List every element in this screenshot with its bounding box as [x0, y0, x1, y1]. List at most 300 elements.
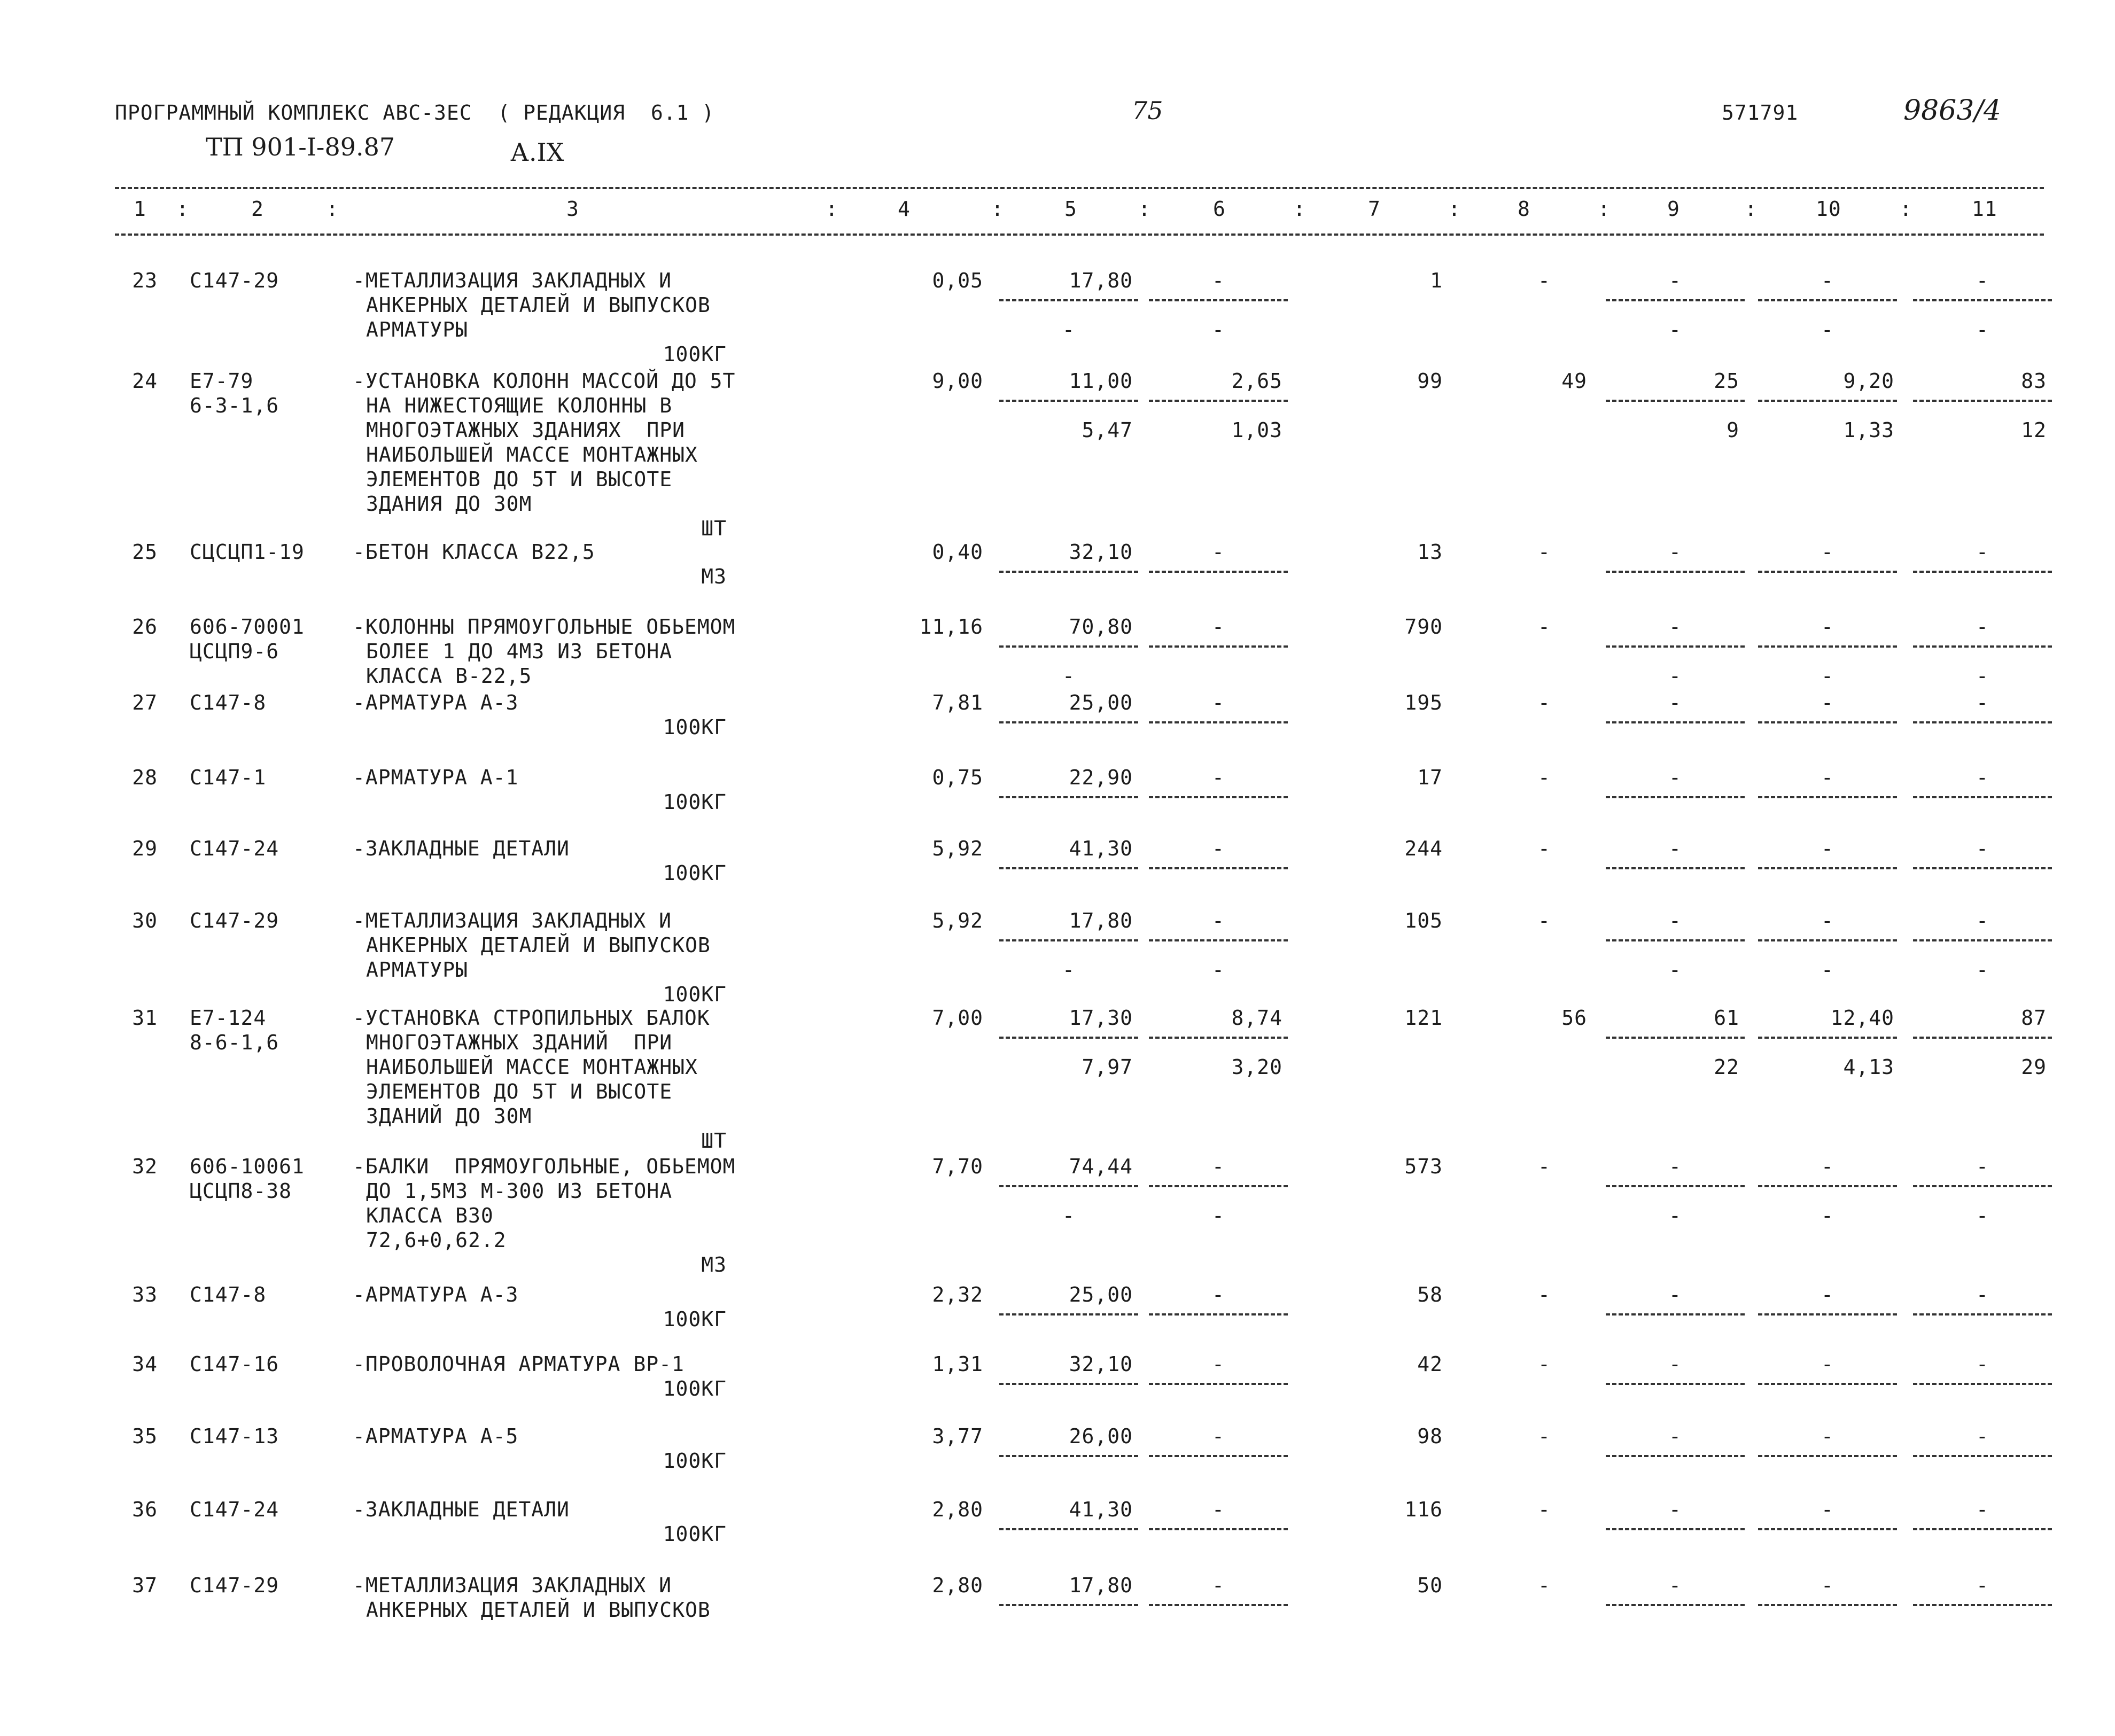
value-c6: - — [1212, 540, 1225, 564]
value-c5: 70,80 — [1069, 615, 1133, 639]
value-c8: - — [1538, 1498, 1551, 1521]
resource-code: 606-10061 — [190, 1155, 305, 1178]
fraction-rule — [999, 400, 1138, 402]
unit-of-measure: ШТ — [701, 1129, 727, 1153]
value-c6: - — [1212, 1424, 1225, 1448]
column-separator: : — [1138, 197, 1151, 221]
value-c8: - — [1538, 1574, 1551, 1597]
unit-of-measure: М3 — [701, 565, 727, 588]
fraction-rule — [1149, 721, 1288, 723]
value-c7: 58 — [1417, 1283, 1443, 1306]
fraction-rule — [1606, 796, 1745, 798]
value-c10-lower: - — [1821, 664, 1834, 688]
resource-code: С147-16 — [190, 1352, 279, 1376]
resource-code: Е7-124 — [190, 1006, 267, 1030]
value-c8: - — [1538, 909, 1551, 932]
fraction-rule — [1758, 571, 1897, 573]
work-description: -МЕТАЛЛИЗАЦИЯ ЗАКЛАДНЫХ И — [353, 269, 672, 292]
fraction-rule — [1758, 867, 1897, 869]
value-c8: - — [1538, 837, 1551, 860]
project-code: ТП 901-I-89.87 — [206, 133, 395, 161]
fraction-rule — [1149, 796, 1288, 798]
value-c11: - — [1976, 909, 1989, 932]
fraction-rule — [999, 867, 1138, 869]
row-number: 35 — [132, 1424, 158, 1448]
value-c6: - — [1212, 1574, 1225, 1597]
fraction-rule — [1758, 1604, 1897, 1606]
value-c11: - — [1976, 1574, 1989, 1597]
resource-code: Е7-79 — [190, 369, 254, 393]
value-c11: - — [1976, 766, 1989, 789]
value-c6: - — [1212, 909, 1225, 932]
unit-of-measure: 100КГ — [663, 1449, 727, 1473]
work-description: -АРМАТУРА А-1 — [353, 766, 519, 789]
fraction-rule — [1606, 867, 1745, 869]
quantity: 5,92 — [932, 837, 983, 860]
work-description: КЛАССА В-22,5 — [366, 664, 532, 688]
column-separator: : — [1448, 197, 1461, 221]
fraction-rule — [1149, 1528, 1288, 1530]
value-c11: - — [1976, 540, 1989, 564]
work-description: -ПРОВОЛОЧНАЯ АРМАТУРА ВР-1 — [353, 1352, 685, 1376]
value-c10: - — [1821, 1283, 1834, 1306]
value-c7: 244 — [1404, 837, 1443, 860]
quantity: 0,40 — [932, 540, 983, 564]
fraction-rule — [1758, 299, 1897, 301]
value-c5: 26,00 — [1069, 1424, 1133, 1448]
value-c5: 17,80 — [1069, 909, 1133, 932]
work-description: 72,6+0,62.2 — [366, 1228, 507, 1252]
row-number: 34 — [132, 1352, 158, 1376]
work-description: ЗДАНИЯ ДО 30М — [366, 492, 532, 516]
row-number: 33 — [132, 1283, 158, 1306]
value-c5-lower: - — [1062, 958, 1075, 982]
value-c9: - — [1669, 615, 1682, 639]
resource-code: С147-29 — [190, 269, 279, 292]
quantity: 7,00 — [932, 1006, 983, 1030]
value-c11: - — [1976, 691, 1989, 714]
value-c5-lower: 5,47 — [1082, 418, 1133, 442]
value-c9: - — [1669, 1155, 1682, 1178]
document-number: 571791 — [1722, 101, 1799, 124]
value-c11: - — [1976, 1498, 1989, 1521]
value-c10-lower: 1,33 — [1843, 418, 1894, 442]
value-c7: 105 — [1404, 909, 1443, 932]
value-c11: - — [1976, 615, 1989, 639]
work-description: АРМАТУРЫ — [366, 318, 469, 341]
section-code: А.IX — [510, 138, 564, 167]
work-description: ДО 1,5М3 М-300 ИЗ БЕТОНА — [366, 1179, 673, 1203]
value-c10: - — [1821, 691, 1834, 714]
quantity: 3,77 — [932, 1424, 983, 1448]
quantity: 11,16 — [919, 615, 983, 639]
value-c10: - — [1821, 1424, 1834, 1448]
value-c11: - — [1976, 269, 1989, 292]
work-description: НАИБОЛЬШЕЙ МАССЕ МОНТАЖНЫХ — [366, 1055, 698, 1079]
quantity: 7,70 — [932, 1155, 983, 1178]
resource-code: С147-24 — [190, 1498, 279, 1521]
fraction-rule — [1913, 721, 2052, 723]
fraction-rule — [1606, 400, 1745, 402]
work-description: -УСТАНОВКА СТРОПИЛЬНЫХ БАЛОК — [353, 1006, 710, 1030]
value-c11-lower: - — [1976, 958, 1989, 982]
fraction-rule — [1913, 1037, 2052, 1039]
column-separator: : — [176, 197, 189, 221]
value-c6: - — [1212, 691, 1225, 714]
fraction-rule — [1913, 1313, 2052, 1315]
value-c9: 25 — [1714, 369, 1739, 393]
value-c9-lower: - — [1669, 958, 1682, 982]
value-c6: - — [1212, 1283, 1225, 1306]
fraction-rule — [1913, 1185, 2052, 1187]
value-c10: - — [1821, 615, 1834, 639]
column-header-9: 9 — [1667, 197, 1680, 221]
value-c8: - — [1538, 1424, 1551, 1448]
value-c6-lower: - — [1212, 318, 1225, 341]
value-c7: 790 — [1404, 615, 1443, 639]
value-c10: - — [1821, 1498, 1834, 1521]
value-c8: - — [1538, 1155, 1551, 1178]
row-number: 24 — [132, 369, 158, 393]
quantity: 9,00 — [932, 369, 983, 393]
value-c9-lower: 22 — [1714, 1055, 1739, 1079]
value-c5: 74,44 — [1069, 1155, 1133, 1178]
work-description: -БЕТОН КЛАССА В22,5 — [353, 540, 595, 564]
value-c10: 12,40 — [1830, 1006, 1894, 1030]
work-description: НА НИЖЕСТОЯЩИЕ КОЛОННЫ В — [366, 394, 673, 417]
fraction-rule — [1758, 1528, 1897, 1530]
resource-code: С147-29 — [190, 909, 279, 932]
fraction-rule — [1913, 400, 2052, 402]
value-c5: 32,10 — [1069, 1352, 1133, 1376]
value-c9: - — [1669, 1352, 1682, 1376]
fraction-rule — [1606, 1604, 1745, 1606]
value-c7: 573 — [1404, 1155, 1443, 1178]
fraction-rule — [1606, 1455, 1745, 1457]
unit-of-measure: 100КГ — [663, 861, 727, 885]
work-description: МНОГОЭТАЖНЫХ ЗДАНИЯХ ПРИ — [366, 418, 685, 442]
column-separator: : — [1745, 197, 1758, 221]
work-description: -БАЛКИ ПРЯМОУГОЛЬНЫЕ, ОБЬЕМОМ — [353, 1155, 736, 1178]
fraction-rule — [1913, 645, 2052, 648]
value-c6: - — [1212, 1498, 1225, 1521]
fraction-rule — [1758, 645, 1897, 648]
value-c10-lower: - — [1821, 958, 1834, 982]
value-c5-lower: - — [1062, 1204, 1075, 1227]
column-header-5: 5 — [1064, 197, 1077, 221]
row-number: 26 — [132, 615, 158, 639]
fraction-rule — [1606, 1528, 1745, 1530]
value-c5: 25,00 — [1069, 1283, 1133, 1306]
work-description: АНКЕРНЫХ ДЕТАЛЕЙ И ВЫПУСКОВ — [366, 1598, 711, 1622]
value-c5: 25,00 — [1069, 691, 1133, 714]
fraction-rule — [1913, 796, 2052, 798]
work-description: -УСТАНОВКА КОЛОНН МАССОЙ ДО 5Т — [353, 369, 736, 393]
column-header-6: 6 — [1213, 197, 1226, 221]
row-number: 32 — [132, 1155, 158, 1178]
resource-code: С147-13 — [190, 1424, 279, 1448]
column-header-10: 10 — [1816, 197, 1841, 221]
fraction-rule — [999, 1528, 1138, 1530]
fraction-rule — [1606, 1185, 1745, 1187]
value-c9: - — [1669, 1424, 1682, 1448]
row-number: 28 — [132, 766, 158, 789]
value-c6: - — [1212, 1352, 1225, 1376]
fraction-rule — [1913, 1528, 2052, 1530]
value-c10: - — [1821, 540, 1834, 564]
work-description: КЛАССА В30 — [366, 1204, 494, 1227]
value-c8: - — [1538, 540, 1551, 564]
value-c11: - — [1976, 1424, 1989, 1448]
fraction-rule — [1606, 571, 1745, 573]
value-c9: - — [1669, 766, 1682, 789]
value-c5: 17,80 — [1069, 269, 1133, 292]
resource-code: 606-70001 — [190, 615, 305, 639]
unit-of-measure: ШТ — [701, 517, 727, 540]
value-c9: - — [1669, 1498, 1682, 1521]
unit-of-measure: 100КГ — [663, 790, 727, 814]
value-c5: 17,80 — [1069, 1574, 1133, 1597]
fraction-rule — [999, 645, 1138, 648]
value-c11: 87 — [2021, 1006, 2047, 1030]
column-separator: : — [991, 197, 1004, 221]
value-c10: - — [1821, 766, 1834, 789]
fraction-rule — [1913, 299, 2052, 301]
unit-of-measure: 100КГ — [663, 1377, 727, 1400]
value-c8: - — [1538, 1352, 1551, 1376]
unit-of-measure: М3 — [701, 1253, 727, 1276]
value-c7: 98 — [1417, 1424, 1443, 1448]
work-description: БОЛЕЕ 1 ДО 4М3 ИЗ БЕТОНА — [366, 640, 673, 663]
resource-code: СЦСЦП1-19 — [190, 540, 305, 564]
value-c7: 42 — [1417, 1352, 1443, 1376]
value-c10: - — [1821, 269, 1834, 292]
column-header-11: 11 — [1972, 197, 1997, 221]
quantity: 5,92 — [932, 909, 983, 932]
value-c10: - — [1821, 1352, 1834, 1376]
value-c10: - — [1821, 837, 1834, 860]
quantity: 2,80 — [932, 1498, 983, 1521]
value-c5: 11,00 — [1069, 369, 1133, 393]
value-c11: - — [1976, 1155, 1989, 1178]
value-c6: - — [1212, 766, 1225, 789]
fraction-rule — [999, 796, 1138, 798]
work-description: -ЗАКЛАДНЫЕ ДЕТАЛИ — [353, 837, 570, 860]
unit-of-measure: 100КГ — [663, 342, 727, 366]
row-number: 31 — [132, 1006, 158, 1030]
value-c9: 61 — [1714, 1006, 1739, 1030]
work-description: -ЗАКЛАДНЫЕ ДЕТАЛИ — [353, 1498, 570, 1521]
work-description: -МЕТАЛЛИЗАЦИЯ ЗАКЛАДНЫХ И — [353, 1574, 672, 1597]
value-c7: 50 — [1417, 1574, 1443, 1597]
value-c11-lower: 29 — [2021, 1055, 2047, 1079]
fraction-rule — [1149, 299, 1288, 301]
value-c8: - — [1538, 615, 1551, 639]
fraction-rule — [1758, 796, 1897, 798]
value-c6-lower: - — [1212, 958, 1225, 982]
fraction-rule — [1149, 1455, 1288, 1457]
fraction-rule — [1149, 1037, 1288, 1039]
value-c5-lower: - — [1062, 664, 1075, 688]
fraction-rule — [1149, 1604, 1288, 1606]
work-description: -МЕТАЛЛИЗАЦИЯ ЗАКЛАДНЫХ И — [353, 909, 672, 932]
value-c7: 1 — [1430, 269, 1443, 292]
unit-of-measure: 100КГ — [663, 1307, 727, 1331]
value-c8: - — [1538, 269, 1551, 292]
value-c6-lower: 1,03 — [1231, 418, 1282, 442]
work-description: АРМАТУРЫ — [366, 958, 469, 982]
value-c11-lower: - — [1976, 318, 1989, 341]
column-header-3: 3 — [566, 197, 579, 221]
fraction-rule — [999, 939, 1138, 941]
fraction-rule — [1149, 1313, 1288, 1315]
fraction-rule — [1913, 1455, 2052, 1457]
fraction-rule — [1149, 1383, 1288, 1385]
value-c6-lower: 3,20 — [1231, 1055, 1282, 1079]
row-number: 30 — [132, 909, 158, 932]
fraction-rule — [1758, 400, 1897, 402]
value-c7: 121 — [1404, 1006, 1443, 1030]
work-description: -АРМАТУРА А-3 — [353, 691, 519, 714]
fraction-rule — [1758, 1037, 1897, 1039]
value-c11-lower: 12 — [2021, 418, 2047, 442]
fraction-rule — [999, 1313, 1138, 1315]
row-number: 23 — [132, 269, 158, 292]
fraction-rule — [999, 721, 1138, 723]
value-c7: 99 — [1417, 369, 1443, 393]
value-c8: 49 — [1561, 369, 1587, 393]
resource-code: С147-24 — [190, 837, 279, 860]
value-c11: - — [1976, 1283, 1989, 1306]
resource-code: 6-3-1,6 — [190, 394, 279, 417]
fraction-rule — [1149, 645, 1288, 648]
fraction-rule — [1913, 571, 2052, 573]
value-c11: - — [1976, 837, 1989, 860]
resource-code: С147-29 — [190, 1574, 279, 1597]
value-c8: 56 — [1561, 1006, 1587, 1030]
fraction-rule — [999, 1383, 1138, 1385]
sheet-number: 9863/4 — [1903, 95, 2001, 127]
header-bottom-rule — [115, 233, 2044, 236]
value-c10-lower: - — [1821, 318, 1834, 341]
resource-code: ЦСЦП9-6 — [190, 640, 279, 663]
value-c9: - — [1669, 540, 1682, 564]
fraction-rule — [1149, 939, 1288, 941]
value-c7: 195 — [1404, 691, 1443, 714]
work-description: -АРМАТУРА А-3 — [353, 1283, 519, 1306]
column-header-1: 1 — [134, 197, 146, 221]
resource-code: ЦСЦП8-38 — [190, 1179, 292, 1203]
value-c5: 22,90 — [1069, 766, 1133, 789]
value-c6-lower: - — [1212, 1204, 1225, 1227]
value-c5: 32,10 — [1069, 540, 1133, 564]
work-description: НАИБОЛЬШЕЙ МАССЕ МОНТАЖНЫХ — [366, 443, 698, 466]
column-header-8: 8 — [1518, 197, 1530, 221]
fraction-rule — [1149, 867, 1288, 869]
fraction-rule — [1149, 400, 1288, 402]
work-description: -АРМАТУРА А-5 — [353, 1424, 519, 1448]
fraction-rule — [1606, 645, 1745, 648]
work-description: ЗДАНИЙ ДО 30М — [366, 1104, 532, 1128]
quantity: 2,80 — [932, 1574, 983, 1597]
row-number: 27 — [132, 691, 158, 714]
value-c5: 41,30 — [1069, 1498, 1133, 1521]
unit-of-measure: 100КГ — [663, 715, 727, 739]
resource-code: С147-8 — [190, 1283, 267, 1306]
value-c6: - — [1212, 1155, 1225, 1178]
fraction-rule — [999, 1037, 1138, 1039]
quantity: 1,31 — [932, 1352, 983, 1376]
value-c5-lower: - — [1062, 318, 1075, 341]
value-c11-lower: - — [1976, 1204, 1989, 1227]
value-c10-lower: - — [1821, 1204, 1834, 1227]
column-header-7: 7 — [1368, 197, 1381, 221]
work-description: -КОЛОННЫ ПРЯМОУГОЛЬНЫЕ ОБЬЕМОМ — [353, 615, 736, 639]
work-description: МНОГОЭТАЖНЫХ ЗДАНИЙ ПРИ — [366, 1031, 673, 1054]
fraction-rule — [1758, 1313, 1897, 1315]
value-c8: - — [1538, 691, 1551, 714]
work-description: ЭЛЕМЕНТОВ ДО 5Т И ВЫСОТЕ — [366, 1080, 673, 1103]
fraction-rule — [999, 299, 1138, 301]
fraction-rule — [1149, 1185, 1288, 1187]
value-c7: 13 — [1417, 540, 1443, 564]
row-number: 37 — [132, 1574, 158, 1597]
column-header-2: 2 — [251, 197, 264, 221]
value-c6: - — [1212, 615, 1225, 639]
column-separator: : — [326, 197, 339, 221]
row-number: 29 — [132, 837, 158, 860]
value-c6: 2,65 — [1231, 369, 1282, 393]
fraction-rule — [999, 571, 1138, 573]
value-c9: - — [1669, 837, 1682, 860]
value-c10: - — [1821, 909, 1834, 932]
fraction-rule — [1913, 939, 2052, 941]
quantity: 0,75 — [932, 766, 983, 789]
fraction-rule — [1913, 867, 2052, 869]
column-separator: : — [826, 197, 838, 221]
column-separator: : — [1900, 197, 1912, 221]
value-c11: - — [1976, 1352, 1989, 1376]
column-header-4: 4 — [898, 197, 911, 221]
fraction-rule — [999, 1455, 1138, 1457]
value-c9: - — [1669, 1574, 1682, 1597]
value-c6: - — [1212, 837, 1225, 860]
header-top-rule — [115, 187, 2044, 189]
value-c9: - — [1669, 909, 1682, 932]
quantity: 2,32 — [932, 1283, 983, 1306]
value-c9: - — [1669, 1283, 1682, 1306]
fraction-rule — [1913, 1383, 2052, 1385]
value-c9: - — [1669, 269, 1682, 292]
value-c9-lower: - — [1669, 318, 1682, 341]
fraction-rule — [1913, 1604, 2052, 1606]
value-c10: 9,20 — [1843, 369, 1894, 393]
value-c11-lower: - — [1976, 664, 1989, 688]
unit-of-measure: 100КГ — [663, 983, 727, 1006]
fraction-rule — [999, 1604, 1138, 1606]
fraction-rule — [1606, 1383, 1745, 1385]
quantity: 7,81 — [932, 691, 983, 714]
value-c9: - — [1669, 691, 1682, 714]
work-description: ЭЛЕМЕНТОВ ДО 5Т И ВЫСОТЕ — [366, 468, 673, 491]
work-description: АНКЕРНЫХ ДЕТАЛЕЙ И ВЫПУСКОВ — [366, 293, 711, 317]
value-c10: - — [1821, 1574, 1834, 1597]
value-c7: 116 — [1404, 1498, 1443, 1521]
fraction-rule — [1758, 1185, 1897, 1187]
fraction-rule — [1758, 721, 1897, 723]
value-c5: 41,30 — [1069, 837, 1133, 860]
unit-of-measure: 100КГ — [663, 1522, 727, 1546]
